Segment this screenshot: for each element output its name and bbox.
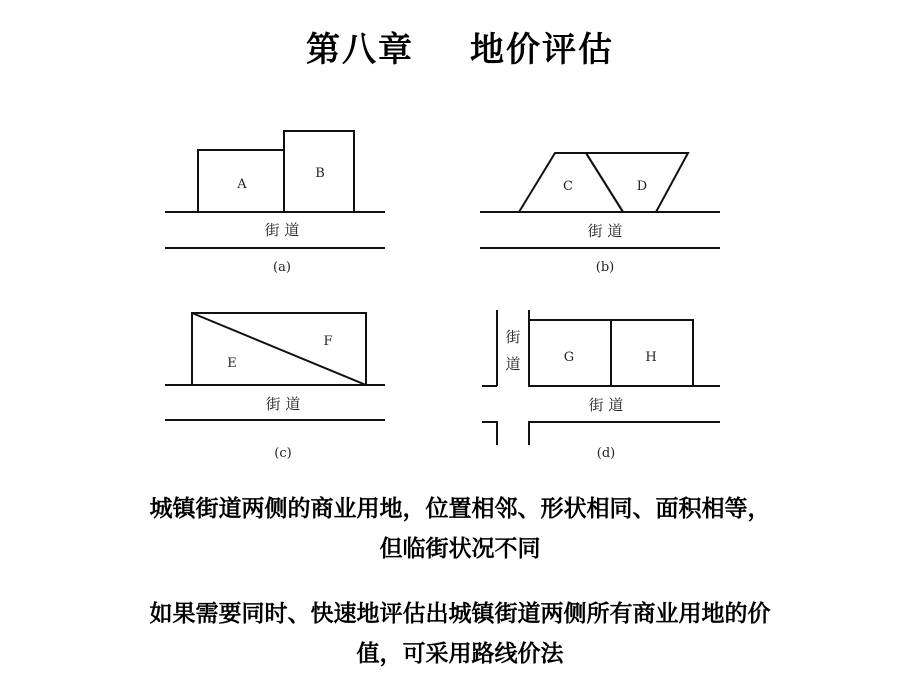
chapter-topic: 地价评估: [470, 30, 614, 70]
paragraph-method-line-2: 值，可采用路线价法: [356, 641, 564, 667]
side-street-label-2: 道: [505, 355, 521, 373]
caption-d: (d): [596, 446, 616, 461]
side-street-label-1: 街: [505, 328, 521, 346]
lot-h-label: H: [645, 350, 657, 365]
street-label-b: 街 道: [587, 222, 623, 240]
paragraph-intro-line-2: 但临街状况不同: [379, 536, 541, 562]
street-label-c: 街 道: [265, 395, 301, 413]
lot-a-label: A: [237, 177, 247, 192]
corner-lower-right: [529, 422, 720, 445]
lot-f-label: F: [323, 334, 333, 349]
street-label-d: 街 道: [588, 396, 624, 414]
paragraph-intro: [30, 489, 890, 569]
caption-a: (a): [273, 260, 291, 275]
caption-b: (b): [595, 260, 615, 275]
paragraph-method: [30, 594, 890, 674]
paragraph-intro-line-1: 城镇街道两侧的商业用地，位置相邻、形状相同、面积相等，: [149, 496, 771, 522]
chapter-label: 第八章: [306, 30, 414, 70]
lot-g-label: G: [563, 350, 575, 365]
lot-e-label: E: [227, 356, 237, 371]
lot-b-label: B: [315, 166, 325, 181]
caption-c: (c): [274, 446, 292, 461]
corner-lower-left: [482, 422, 497, 445]
lot-c-label: C: [563, 179, 573, 194]
paragraph-method-line-1: 如果需要同时、快速地评估出城镇街道两侧所有商业用地的价: [149, 601, 771, 627]
street-label-a: 街 道: [264, 221, 300, 239]
lot-d-label: D: [636, 179, 648, 194]
lot-ef-diagonal: [192, 313, 366, 385]
